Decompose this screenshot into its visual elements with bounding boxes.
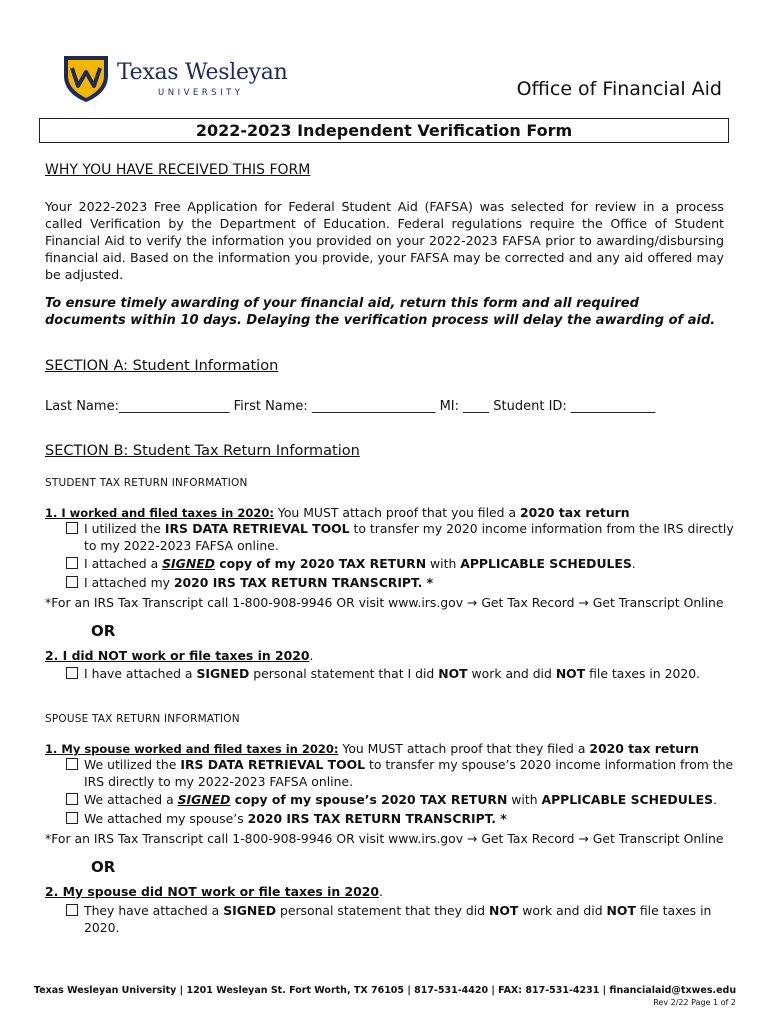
student-option-1: 1. I worked and filed taxes in 2020: You MUST attach proof that you filed a 2020 tax return bbox=[45, 505, 630, 520]
warning-paragraph: To ensure timely awarding of your financial aid, return this form and all required documents within 10 days. Delaying the verification process will delay the awarding of aid. bbox=[45, 296, 716, 328]
student-tax-return-checkbox-row[interactable]: I attached a SIGNED copy of my 2020 TAX RETURN with APPLICABLE SCHEDULES. bbox=[66, 556, 636, 571]
spouse-statement-continuation: 2020. bbox=[84, 920, 120, 935]
student-drt-continuation: to my 2022-2023 FAFSA online. bbox=[84, 538, 279, 553]
student-option-2: 2. I did NOT work or file taxes in 2020. bbox=[45, 648, 314, 663]
student-info-fields: Last Name:_________________ First Name: ___________________ MI: ____ Student ID: _____________ bbox=[45, 399, 656, 414]
checkbox[interactable] bbox=[66, 576, 78, 588]
university-name: Texas Wesleyan bbox=[117, 60, 288, 85]
intro-paragraph: Your 2022-2023 Free Application for Federal Student Aid (FAFSA) was selected for review in a process called Verification by the Department of Education. Federal regulations require the Office of Student Financial Aid to verify the information you provided on your 2022-2023 FAFSA prior to awarding/disbursing financial aid. Based on the information you provide, your FAFSA may be corrected and any aid offered may be adjusted. bbox=[45, 199, 724, 282]
spouse-tax-label: SPOUSE TAX RETURN INFORMATION bbox=[45, 713, 240, 725]
student-transcript-note: *For an IRS Tax Transcript call 1-800-908-9946 OR visit www.irs.gov → Get Tax Record → Get Transcript Online bbox=[45, 595, 724, 610]
form-title: 2022-2023 Independent Verification Form bbox=[39, 118, 729, 143]
checkbox[interactable] bbox=[66, 758, 78, 770]
section-b-heading: SECTION B: Student Tax Return Information bbox=[45, 443, 360, 459]
university-shield-logo bbox=[60, 52, 112, 104]
spouse-transcript-note: *For an IRS Tax Transcript call 1-800-908-9946 OR visit www.irs.gov → Get Tax Record → Get Transcript Online bbox=[45, 831, 724, 846]
section-a-heading: SECTION A: Student Information bbox=[45, 358, 279, 374]
student-drt-checkbox-row[interactable]: I utilized the IRS DATA RETRIEVAL TOOL to transfer my 2020 income information from the IRS directly bbox=[66, 521, 734, 536]
checkbox[interactable] bbox=[66, 522, 78, 534]
spouse-or-label: OR bbox=[91, 858, 116, 876]
university-subtitle: UNIVERSITY bbox=[158, 88, 244, 98]
spouse-tax-return-checkbox-row[interactable]: We attached a SIGNED copy of my spouse’s 2020 TAX RETURN with APPLICABLE SCHEDULES. bbox=[66, 792, 717, 807]
spouse-drt-checkbox-row[interactable]: We utilized the IRS DATA RETRIEVAL TOOL to transfer my spouse’s 2020 income information from the bbox=[66, 757, 733, 772]
checkbox[interactable] bbox=[66, 904, 78, 916]
spouse-statement-checkbox-row[interactable]: They have attached a SIGNED personal statement that they did NOT work and did NOT file taxes in bbox=[66, 903, 711, 918]
checkbox[interactable] bbox=[66, 793, 78, 805]
student-or-label: OR bbox=[91, 622, 116, 640]
checkbox[interactable] bbox=[66, 667, 78, 679]
spouse-option-1: 1. My spouse worked and filed taxes in 2020: You MUST attach proof that they filed a 2020 tax return bbox=[45, 741, 699, 756]
why-heading: WHY YOU HAVE RECEIVED THIS FORM bbox=[45, 162, 311, 178]
student-transcript-checkbox-row[interactable]: I attached my 2020 IRS TAX RETURN TRANSCRIPT. * bbox=[66, 575, 433, 590]
checkbox[interactable] bbox=[66, 557, 78, 569]
footer-contact: Texas Wesleyan University | 1201 Wesleyan St. Fort Worth, TX 76105 | 817-531-4420 | FAX: 817-531-4231 | financialaid@txwes.edu bbox=[33, 985, 737, 996]
revision-page-label: Rev 2/22 Page 1 of 2 bbox=[653, 998, 736, 1007]
spouse-drt-continuation: IRS directly to my 2022-2023 FAFSA online. bbox=[84, 774, 354, 789]
student-tax-label: STUDENT TAX RETURN INFORMATION bbox=[45, 477, 248, 489]
office-title: Office of Financial Aid bbox=[516, 78, 722, 100]
checkbox[interactable] bbox=[66, 812, 78, 824]
spouse-option-2: 2. My spouse did NOT work or file taxes in 2020. bbox=[45, 884, 383, 899]
student-statement-checkbox-row[interactable]: I have attached a SIGNED personal statement that I did NOT work and did NOT file taxes in 2020. bbox=[66, 666, 700, 681]
spouse-transcript-checkbox-row[interactable]: We attached my spouse’s 2020 IRS TAX RETURN TRANSCRIPT. * bbox=[66, 811, 507, 826]
